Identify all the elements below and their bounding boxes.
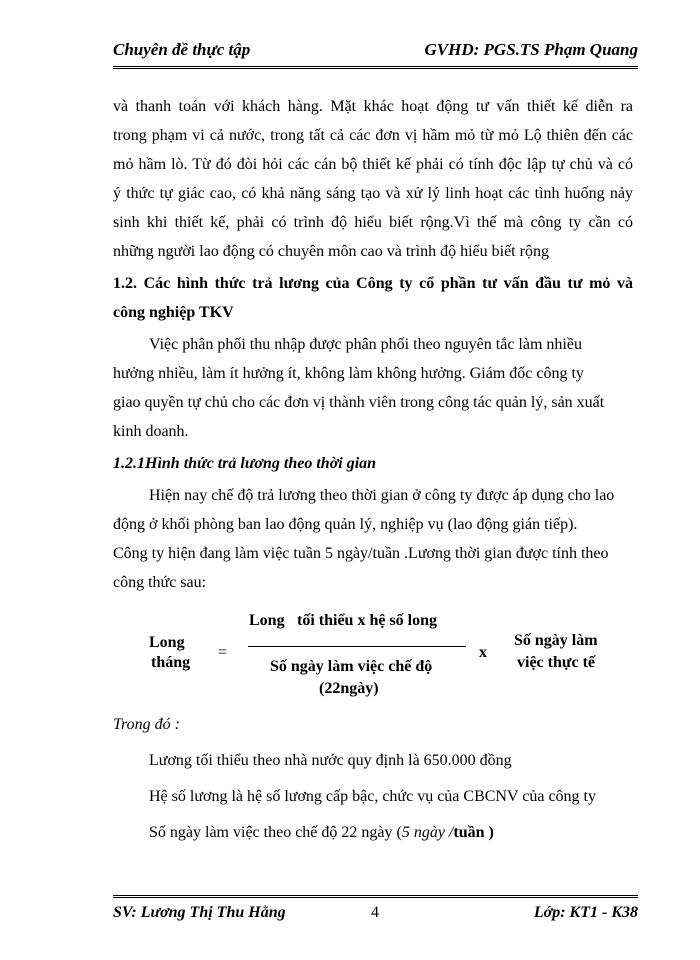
text-line: ý thức tự giác cao, có khả năng sáng tạo và xử lý linh hoạt các tình huống nảy: [113, 185, 633, 202]
where-label: Trong đó :: [113, 716, 180, 733]
text-line: sinh khi thiết kế, phải có trình độ hiểu biết rộng.Vì thế mà công ty cần có: [113, 214, 633, 231]
formula-rhs-2: việc thực tế: [517, 654, 596, 671]
text-line: Hiện nay chế độ trả lương theo thời gian ở công ty được áp dụng cho lao: [149, 487, 615, 504]
header-supervisor: GVHD: PGS.TS Phạm Quang: [424, 40, 638, 59]
text-line: hưởng nhiều, làm ít hưởng ít, không làm không hưởng. Giám đốc công ty: [113, 365, 584, 382]
text-line: trong phạm vi cả nước, trong tất cả các đơn vị hầm mỏ từ mỏ Lộ thiên đến các: [113, 127, 633, 144]
formula-lhs-1: Long: [149, 634, 185, 651]
page-content: [113, 92, 633, 847]
paragraph-intro: [113, 92, 633, 266]
text-line: kinh doanh.: [113, 423, 189, 440]
page-header: [113, 38, 638, 69]
list-item: Lương tối thiểu theo nhà nước quy định là 650.000 đồng: [149, 752, 512, 769]
text-line: Công ty hiện đang làm việc tuần 5 ngày/tuần .Lương thời gian được tính theo: [113, 545, 609, 562]
text-line: những người lao động có chuyên môn cao và trình độ hiểu biết rộng: [113, 243, 549, 260]
page-footer: [113, 895, 638, 924]
footer-student: SV: Lương Thị Thu Hằng: [113, 904, 286, 921]
text-line: và thanh toán với khách hàng. Mặt khác hoạt động tư vấn thiết kế diễn ra: [113, 98, 633, 115]
fraction-bar: [248, 646, 466, 647]
formula-numerator-1: Long: [249, 612, 285, 629]
text-line: giao quyền tự chủ cho các đơn vị thành viên trong công tác quản lý, sản xuất: [113, 394, 605, 411]
heading-line: 1.2. Các hình thức trả lương của Công ty cổ phần tư vấn đầu tư mỏ và: [113, 275, 633, 292]
text-line: công thức sau:: [113, 574, 207, 591]
list-item-bold: tuần ): [453, 824, 494, 841]
page-number: 4: [371, 904, 379, 921]
text-line: Việc phân phối thu nhập được phân phối theo nguyên tắc làm nhiều: [149, 336, 582, 353]
formula-times: x: [479, 644, 487, 661]
list-item: [113, 818, 633, 847]
text-line: động ở khối phòng ban lao động quản lý, nghiệp vụ (lao động gián tiếp).: [113, 516, 578, 533]
paragraph-time-wage: [113, 481, 633, 597]
section-heading-1-2-1: 1.2.1Hình thức trả lương theo thời gian: [113, 455, 377, 472]
formula-denominator-1: Số ngày làm việc chế độ: [270, 658, 433, 675]
salary-formula: [113, 600, 633, 702]
formula-numerator-2: tối thiểu x hệ số long: [297, 612, 438, 629]
formula-denominator-2: (22ngày): [319, 680, 379, 697]
list-item: Hệ số lương là hệ số lương cấp bậc, chức vụ của CBCNV của công ty: [149, 788, 596, 805]
heading-line: công nghiệp TKV: [113, 304, 234, 321]
formula-equals: =: [218, 644, 228, 661]
footer-class: Lớp: KT1 - K38: [533, 904, 638, 921]
formula-lhs-2: tháng: [151, 654, 191, 671]
formula-rhs-1: Số ngày làm: [514, 632, 598, 649]
text-line: mỏ hầm lò. Từ đó đòi hỏi các cán bộ thiết kế phải có tính độc lập tự chủ và có: [113, 156, 633, 173]
list-item-text: Số ngày làm việc theo chế độ 22 ngày (: [149, 824, 402, 841]
paragraph-distribution: [113, 330, 633, 446]
header-topic: Chuyên đề thực tập: [113, 40, 251, 59]
section-heading-1-2: [113, 269, 633, 327]
list-item-italic: 5 ngày /: [401, 824, 454, 841]
